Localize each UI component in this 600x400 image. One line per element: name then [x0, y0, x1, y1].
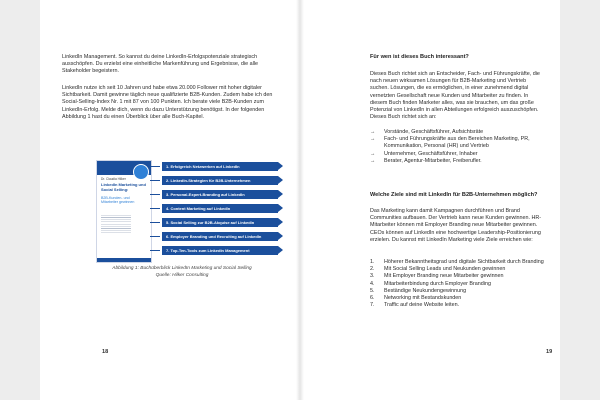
chapter-item — [150, 204, 278, 213]
chapter-item — [150, 176, 278, 185]
figure-caption — [102, 266, 262, 279]
list-item-text: Beständige Neukundengewinnung — [384, 287, 467, 294]
list-item-text: Networking mit Bestandskunden — [384, 295, 462, 302]
chapter-item — [150, 218, 278, 227]
heading-target-audience: Für wen ist dieses Buch interessant? — [370, 54, 469, 60]
book-cover-text-lines — [101, 215, 131, 235]
caption-line-2: Quelle: Hilker Consulting — [155, 272, 209, 278]
chapter-list — [150, 160, 278, 261]
book-cover-footer-bar — [97, 258, 151, 262]
chapter-label: 7. Top-Ten-Tools zum LinkedIn Management — [162, 246, 278, 255]
chapter-label: 2. LinkedIn-Strategien für B2B-Unternehmen — [162, 176, 278, 185]
list-item — [370, 259, 544, 266]
chapter-item — [150, 232, 278, 241]
heading-goals: Welche Ziele sind mit LinkedIn für B2B-Unternehmen möglich? — [370, 192, 538, 198]
chapter-item — [150, 190, 278, 199]
list-item-text: Mit Social Selling Leads und Neukunden gewinnen — [384, 266, 506, 273]
page-number-right: 19 — [546, 349, 553, 355]
list-item — [370, 151, 544, 158]
arrow-right-icon: → — [370, 129, 376, 135]
list-number: 4. — [370, 280, 375, 287]
list-item — [370, 295, 544, 302]
list-item-text: Höherer Bekanntheitsgrad und digitale Sichtbarkeit durch Branding — [384, 259, 544, 265]
list-item-text: Unternehmer, Geschäftsführer, Inhaber — [384, 150, 478, 157]
list-number: 5. — [370, 287, 375, 294]
list-item — [370, 281, 544, 288]
chapter-label: 3. Personal-Expert-Branding auf LinkedIn — [162, 190, 278, 199]
list-number: 6. — [370, 295, 375, 302]
list-item-text: Mitarbeiterbindung durch Employer Branding — [384, 280, 491, 287]
book-cover-image — [96, 160, 152, 263]
left-paragraph-2: LinkedIn nutze ich seit 10 Jahren und habe etwa 20.000 Follower mit hoher digitaler Sichtbarkeit. Damit gewinne täglich neue qualifizierte B2B-Kunden. Zudem habe ich den Social-Selling-Index Nr. 1 mit 87 von 100 Punkten. Ich berate viele B2B-Kunden zum LinkedIn-Erfolg. Melde dich, wenn du dazu Unterstützung benötigst. In der folgenden Abbildung 1 hast du einen Überblick über alle Buch-Kapitel. — [62, 85, 273, 120]
arrow-right-icon: → — [370, 136, 376, 143]
book-author: Dr. Claudia Hilker — [101, 177, 126, 181]
page-number-left: 18 — [102, 349, 109, 355]
list-number: 1. — [370, 259, 375, 265]
right-paragraph-1: Dieses Buch richtet sich an Entscheider, Fach- und Führungskräfte, die nach neuen wirksamen Lösungen für B2B-Marketing und Vertrieb suchen. Lösungen, die es ermöglichen, in einer zunehmend digital vernetzten Gesellschaft neue Kunden und Mitarbeiter zu finden. In diesem Buch finden Marketer alles, was sie brauchen, um das große Potenzial von LinkedIn in allen Abteilungen erfolgreich auszuschöpfen. Dieses Buch richtet sich an: — [370, 71, 540, 121]
list-number: 7. — [370, 302, 375, 309]
list-item-text: Vorstände, Geschäftsführer, Aufsichtsräte — [384, 129, 484, 135]
list-item-text: Berater, Agentur-Mitarbeiter, Freiberufler. — [384, 157, 482, 164]
left-paragraph-1: LinkedIn Management. So kannst du deine LinkedIn-Erfolgspotenziale strategisch ausschöpfen. Du erzielst eine einheitliche Markenführung und Ergebnisse, die alle Stakeholder begeistern. — [62, 54, 258, 75]
book-gutter-shadow — [296, 0, 304, 400]
audience-list — [370, 129, 544, 165]
chapter-label: 1. Erfolgreich Netzwerken auf LinkedIn — [162, 162, 278, 171]
chapter-item — [150, 246, 278, 255]
chapter-label: 4. Content Marketing auf LinkedIn — [162, 204, 278, 213]
list-number: 3. — [370, 273, 375, 280]
chapter-item — [150, 162, 278, 171]
book-subtitle: B2B-Kunden- und Mitarbeiter gewinnen — [101, 196, 135, 205]
list-item-text: Traffic auf deine Website leiten. — [384, 302, 460, 309]
book-title: LinkedIn Marketing und Social Selling: — [101, 182, 146, 192]
badge-icon — [133, 164, 149, 180]
arrow-right-icon: → — [370, 157, 376, 164]
caption-line-1: Abbildung 1: Buchüberblick LinkedIn Marketing und Social Selling — [112, 266, 252, 271]
book-spread — [40, 0, 560, 400]
book-overview-figure — [82, 160, 278, 263]
list-item — [370, 266, 544, 273]
list-item-text: Fach- und Führungskräfte aus den Bereichen Marketing, PR, Kommunikation, Personal (HR) und Vertrieb — [384, 136, 530, 150]
list-item — [370, 136, 544, 150]
list-number: 2. — [370, 266, 375, 273]
list-item-text: Mit Employer Branding neue Mitarbeiter gewinnen — [384, 273, 504, 280]
goals-list — [370, 259, 544, 309]
chapter-label: 6. Employer Branding und Recruiting auf LinkedIn — [162, 232, 278, 241]
chapter-label: 5. Social Selling zur B2B-Akquise auf LinkedIn — [162, 218, 278, 227]
list-item — [370, 302, 544, 309]
list-item — [370, 273, 544, 280]
right-page — [300, 0, 560, 400]
list-item — [370, 288, 544, 295]
list-item — [370, 129, 544, 136]
left-page — [40, 0, 300, 400]
right-paragraph-2: Das Marketing kann damit Kampagnen durchführen und Brand Communities aufbauen. Der Vertrieb kann neue Kunden gewinnen. HR-Mitarbeiter können mit Employer Branding neue Mitarbeiter gewinnen. CEOs können auf LinkedIn eine hochwertige Leadership-Positionierung erzielen. Du kannst mit LinkedIn Marketing viele Ziele erreichen wie: — [370, 208, 542, 243]
list-item — [370, 158, 544, 165]
arrow-right-icon: → — [370, 150, 376, 157]
